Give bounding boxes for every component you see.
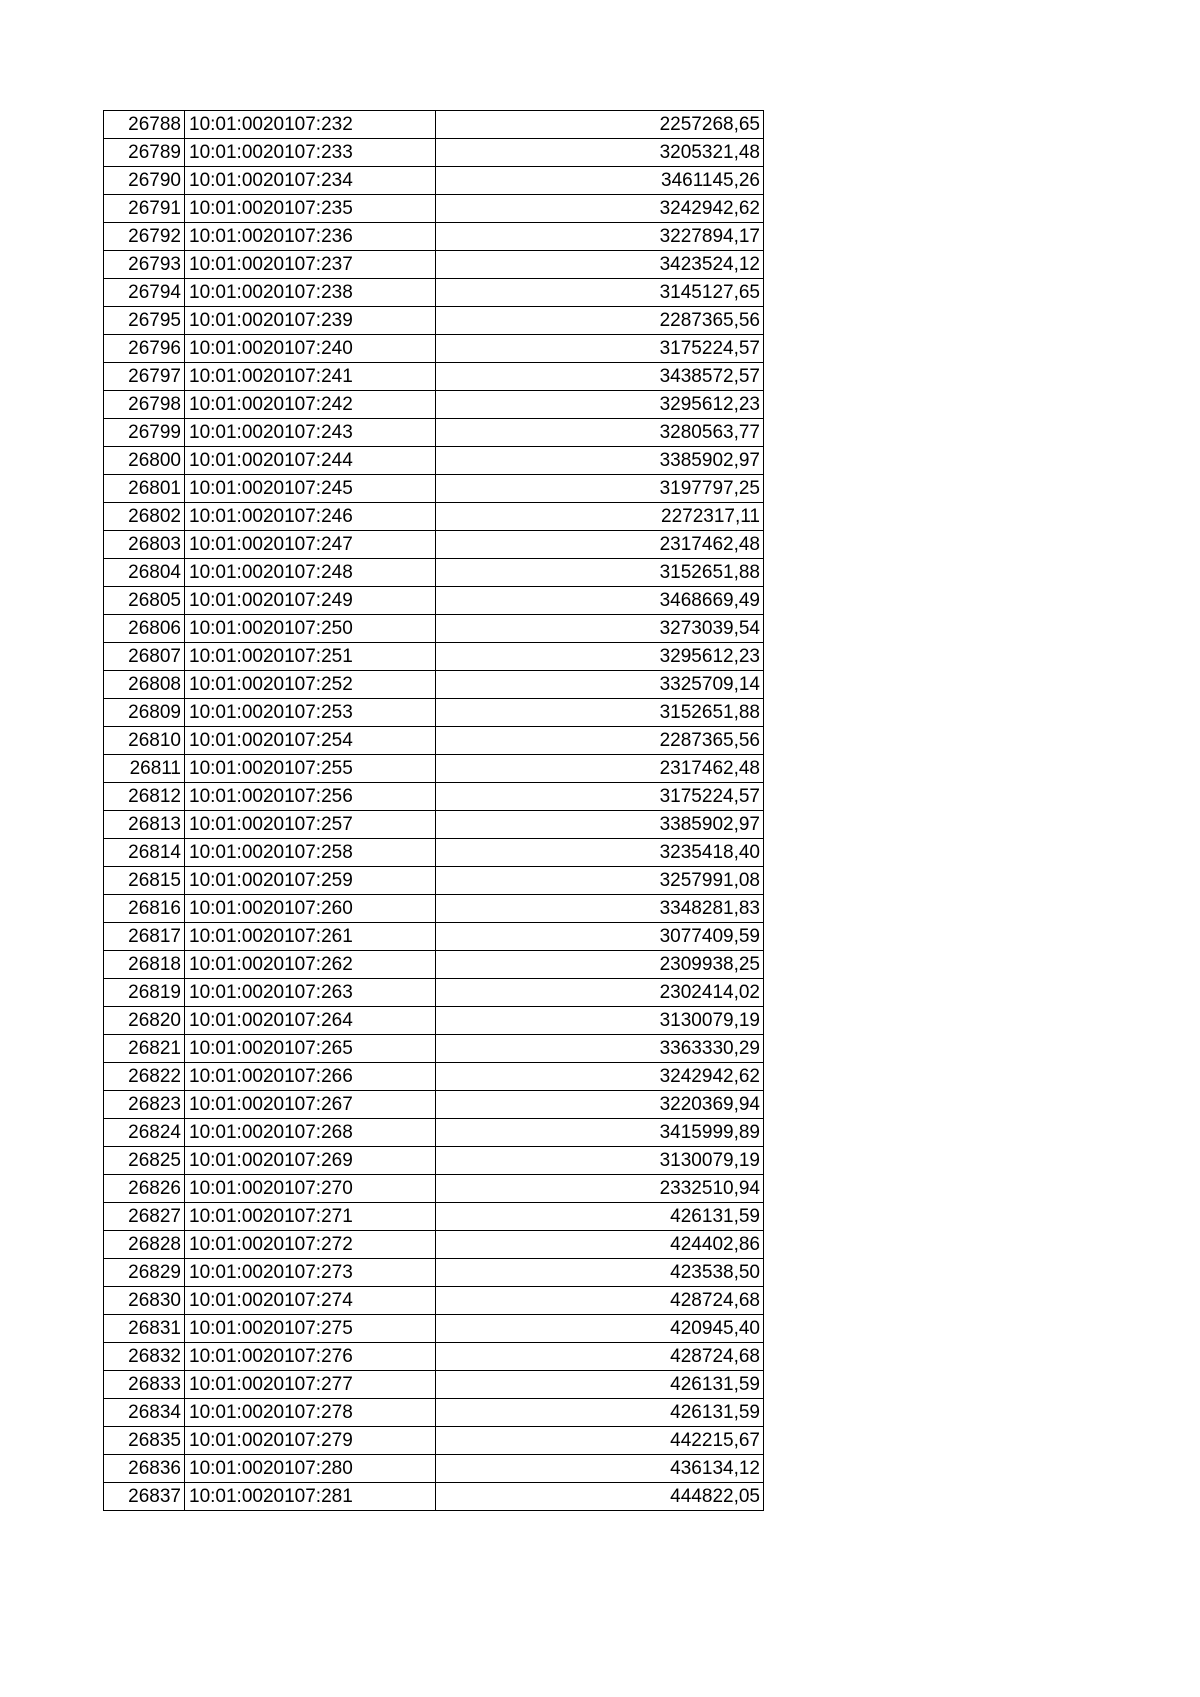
cadastral-number-cell: 10:01:0020107:252 — [185, 671, 436, 699]
cadastral-number-cell: 10:01:0020107:240 — [185, 335, 436, 363]
row-number-cell: 26806 — [104, 615, 185, 643]
cadastral-number-cell: 10:01:0020107:237 — [185, 251, 436, 279]
table-row — [104, 419, 764, 447]
table-row — [104, 1287, 764, 1315]
row-number-cell: 26824 — [104, 1119, 185, 1147]
cadastral-number-cell: 10:01:0020107:241 — [185, 363, 436, 391]
row-number-cell: 26792 — [104, 223, 185, 251]
value-cell: 3257991,08 — [436, 867, 764, 895]
cadastral-number-cell: 10:01:0020107:271 — [185, 1203, 436, 1231]
row-number-cell: 26788 — [104, 111, 185, 139]
cadastral-number-cell: 10:01:0020107:281 — [185, 1483, 436, 1511]
value-cell: 2317462,48 — [436, 755, 764, 783]
value-cell: 424402,86 — [436, 1231, 764, 1259]
table-row — [104, 867, 764, 895]
cadastral-number-cell: 10:01:0020107:270 — [185, 1175, 436, 1203]
row-number-cell: 26825 — [104, 1147, 185, 1175]
cadastral-number-cell: 10:01:0020107:258 — [185, 839, 436, 867]
value-cell: 426131,59 — [436, 1399, 764, 1427]
table-row — [104, 503, 764, 531]
cadastral-number-cell: 10:01:0020107:247 — [185, 531, 436, 559]
cadastral-number-cell: 10:01:0020107:264 — [185, 1007, 436, 1035]
cadastral-number-cell: 10:01:0020107:277 — [185, 1371, 436, 1399]
table-row — [104, 139, 764, 167]
cadastral-number-cell: 10:01:0020107:243 — [185, 419, 436, 447]
value-cell: 3295612,23 — [436, 643, 764, 671]
table-row — [104, 1175, 764, 1203]
row-number-cell: 26817 — [104, 923, 185, 951]
row-number-cell: 26834 — [104, 1399, 185, 1427]
row-number-cell: 26809 — [104, 699, 185, 727]
value-cell: 3242942,62 — [436, 195, 764, 223]
table-row — [104, 1399, 764, 1427]
value-cell: 3438572,57 — [436, 363, 764, 391]
table-row — [104, 839, 764, 867]
cadastral-number-cell: 10:01:0020107:239 — [185, 307, 436, 335]
cadastral-number-cell: 10:01:0020107:232 — [185, 111, 436, 139]
row-number-cell: 26795 — [104, 307, 185, 335]
row-number-cell: 26831 — [104, 1315, 185, 1343]
cadastral-number-cell: 10:01:0020107:278 — [185, 1399, 436, 1427]
table-row — [104, 475, 764, 503]
cadastral-number-cell: 10:01:0020107:246 — [185, 503, 436, 531]
row-number-cell: 26820 — [104, 1007, 185, 1035]
cadastral-number-cell: 10:01:0020107:268 — [185, 1119, 436, 1147]
row-number-cell: 26832 — [104, 1343, 185, 1371]
row-number-cell: 26797 — [104, 363, 185, 391]
cadastral-number-cell: 10:01:0020107:275 — [185, 1315, 436, 1343]
table-row — [104, 307, 764, 335]
table-row — [104, 1035, 764, 1063]
cadastral-number-cell: 10:01:0020107:251 — [185, 643, 436, 671]
table-row — [104, 111, 764, 139]
table-row — [104, 1343, 764, 1371]
value-cell: 3077409,59 — [436, 923, 764, 951]
cadastral-number-cell: 10:01:0020107:236 — [185, 223, 436, 251]
row-number-cell: 26829 — [104, 1259, 185, 1287]
row-number-cell: 26826 — [104, 1175, 185, 1203]
value-cell: 423538,50 — [436, 1259, 764, 1287]
table-row — [104, 167, 764, 195]
value-cell: 2317462,48 — [436, 531, 764, 559]
value-cell: 2302414,02 — [436, 979, 764, 1007]
value-cell: 3175224,57 — [436, 783, 764, 811]
value-cell: 2309938,25 — [436, 951, 764, 979]
table-row — [104, 923, 764, 951]
row-number-cell: 26800 — [104, 447, 185, 475]
table-row — [104, 979, 764, 1007]
cadastral-number-cell: 10:01:0020107:234 — [185, 167, 436, 195]
cadastral-number-cell: 10:01:0020107:261 — [185, 923, 436, 951]
value-cell: 436134,12 — [436, 1455, 764, 1483]
table-row — [104, 699, 764, 727]
row-number-cell: 26818 — [104, 951, 185, 979]
table-row — [104, 195, 764, 223]
cadastral-number-cell: 10:01:0020107:280 — [185, 1455, 436, 1483]
table-row — [104, 615, 764, 643]
cadastral-number-cell: 10:01:0020107:263 — [185, 979, 436, 1007]
row-number-cell: 26811 — [104, 755, 185, 783]
cadastral-number-cell: 10:01:0020107:248 — [185, 559, 436, 587]
cadastral-number-cell: 10:01:0020107:235 — [185, 195, 436, 223]
value-cell: 3385902,97 — [436, 811, 764, 839]
row-number-cell: 26837 — [104, 1483, 185, 1511]
row-number-cell: 26796 — [104, 335, 185, 363]
cadastral-number-cell: 10:01:0020107:238 — [185, 279, 436, 307]
row-number-cell: 26793 — [104, 251, 185, 279]
row-number-cell: 26836 — [104, 1455, 185, 1483]
table-row — [104, 1091, 764, 1119]
table-row — [104, 895, 764, 923]
cadastral-number-cell: 10:01:0020107:274 — [185, 1287, 436, 1315]
row-number-cell: 26798 — [104, 391, 185, 419]
value-cell: 3175224,57 — [436, 335, 764, 363]
row-number-cell: 26807 — [104, 643, 185, 671]
value-cell: 426131,59 — [436, 1203, 764, 1231]
value-cell: 3348281,83 — [436, 895, 764, 923]
value-cell: 444822,05 — [436, 1483, 764, 1511]
value-cell: 2287365,56 — [436, 307, 764, 335]
value-cell: 2332510,94 — [436, 1175, 764, 1203]
value-cell: 420945,40 — [436, 1315, 764, 1343]
table-row — [104, 1371, 764, 1399]
row-number-cell: 26819 — [104, 979, 185, 1007]
row-number-cell: 26813 — [104, 811, 185, 839]
cadastral-number-cell: 10:01:0020107:279 — [185, 1427, 436, 1455]
row-number-cell: 26799 — [104, 419, 185, 447]
cadastral-number-cell: 10:01:0020107:255 — [185, 755, 436, 783]
table-row — [104, 559, 764, 587]
table-row — [104, 755, 764, 783]
table-row — [104, 727, 764, 755]
table-row — [104, 1147, 764, 1175]
value-cell: 3468669,49 — [436, 587, 764, 615]
cadastral-number-cell: 10:01:0020107:272 — [185, 1231, 436, 1259]
table-row — [104, 223, 764, 251]
row-number-cell: 26789 — [104, 139, 185, 167]
value-cell: 3130079,19 — [436, 1007, 764, 1035]
row-number-cell: 26805 — [104, 587, 185, 615]
value-cell: 2272317,11 — [436, 503, 764, 531]
table-body — [104, 111, 764, 1511]
table-row — [104, 1483, 764, 1511]
row-number-cell: 26821 — [104, 1035, 185, 1063]
value-cell: 2287365,56 — [436, 727, 764, 755]
row-number-cell: 26828 — [104, 1231, 185, 1259]
value-cell: 3130079,19 — [436, 1147, 764, 1175]
cadastral-number-cell: 10:01:0020107:276 — [185, 1343, 436, 1371]
value-cell: 3273039,54 — [436, 615, 764, 643]
row-number-cell: 26815 — [104, 867, 185, 895]
data-table — [103, 110, 764, 1511]
cadastral-number-cell: 10:01:0020107:242 — [185, 391, 436, 419]
cadastral-number-cell: 10:01:0020107:256 — [185, 783, 436, 811]
value-cell: 428724,68 — [436, 1343, 764, 1371]
cadastral-number-cell: 10:01:0020107:245 — [185, 475, 436, 503]
row-number-cell: 26803 — [104, 531, 185, 559]
value-cell: 3415999,89 — [436, 1119, 764, 1147]
value-cell: 3363330,29 — [436, 1035, 764, 1063]
table-row — [104, 1259, 764, 1287]
row-number-cell: 26808 — [104, 671, 185, 699]
value-cell: 3152651,88 — [436, 699, 764, 727]
value-cell: 3220369,94 — [436, 1091, 764, 1119]
row-number-cell: 26835 — [104, 1427, 185, 1455]
table-row — [104, 587, 764, 615]
cadastral-number-cell: 10:01:0020107:260 — [185, 895, 436, 923]
row-number-cell: 26827 — [104, 1203, 185, 1231]
cadastral-number-cell: 10:01:0020107:262 — [185, 951, 436, 979]
table-row — [104, 811, 764, 839]
value-cell: 428724,68 — [436, 1287, 764, 1315]
cadastral-number-cell: 10:01:0020107:259 — [185, 867, 436, 895]
table-row — [104, 279, 764, 307]
table-row — [104, 251, 764, 279]
value-cell: 3152651,88 — [436, 559, 764, 587]
table-row — [104, 1063, 764, 1091]
row-number-cell: 26801 — [104, 475, 185, 503]
table-row — [104, 643, 764, 671]
row-number-cell: 26823 — [104, 1091, 185, 1119]
value-cell: 442215,67 — [436, 1427, 764, 1455]
table-row — [104, 363, 764, 391]
table-row — [104, 1007, 764, 1035]
cadastral-number-cell: 10:01:0020107:273 — [185, 1259, 436, 1287]
value-cell: 3461145,26 — [436, 167, 764, 195]
value-cell: 3280563,77 — [436, 419, 764, 447]
value-cell: 3145127,65 — [436, 279, 764, 307]
row-number-cell: 26802 — [104, 503, 185, 531]
cadastral-number-cell: 10:01:0020107:250 — [185, 615, 436, 643]
row-number-cell: 26816 — [104, 895, 185, 923]
table-row — [104, 951, 764, 979]
table-row — [104, 335, 764, 363]
cadastral-number-cell: 10:01:0020107:254 — [185, 727, 436, 755]
table-row — [104, 531, 764, 559]
table-row — [104, 391, 764, 419]
cadastral-number-cell: 10:01:0020107:244 — [185, 447, 436, 475]
row-number-cell: 26830 — [104, 1287, 185, 1315]
cadastral-number-cell: 10:01:0020107:267 — [185, 1091, 436, 1119]
cadastral-number-cell: 10:01:0020107:257 — [185, 811, 436, 839]
value-cell: 3325709,14 — [436, 671, 764, 699]
cadastral-number-cell: 10:01:0020107:269 — [185, 1147, 436, 1175]
row-number-cell: 26791 — [104, 195, 185, 223]
row-number-cell: 26822 — [104, 1063, 185, 1091]
table-row — [104, 783, 764, 811]
value-cell: 2257268,65 — [436, 111, 764, 139]
row-number-cell: 26790 — [104, 167, 185, 195]
value-cell: 3423524,12 — [436, 251, 764, 279]
row-number-cell: 26810 — [104, 727, 185, 755]
value-cell: 3197797,25 — [436, 475, 764, 503]
cadastral-number-cell: 10:01:0020107:233 — [185, 139, 436, 167]
row-number-cell: 26833 — [104, 1371, 185, 1399]
table-row — [104, 1315, 764, 1343]
value-cell: 3295612,23 — [436, 391, 764, 419]
table-row — [104, 1427, 764, 1455]
table-row — [104, 1455, 764, 1483]
table-row — [104, 1119, 764, 1147]
row-number-cell: 26814 — [104, 839, 185, 867]
value-cell: 3385902,97 — [436, 447, 764, 475]
cadastral-number-cell: 10:01:0020107:253 — [185, 699, 436, 727]
table-row — [104, 671, 764, 699]
value-cell: 3205321,48 — [436, 139, 764, 167]
cadastral-number-cell: 10:01:0020107:265 — [185, 1035, 436, 1063]
row-number-cell: 26804 — [104, 559, 185, 587]
value-cell: 3242942,62 — [436, 1063, 764, 1091]
value-cell: 426131,59 — [436, 1371, 764, 1399]
table-row — [104, 1203, 764, 1231]
table-row — [104, 447, 764, 475]
table-row — [104, 1231, 764, 1259]
value-cell: 3235418,40 — [436, 839, 764, 867]
value-cell: 3227894,17 — [436, 223, 764, 251]
row-number-cell: 26794 — [104, 279, 185, 307]
row-number-cell: 26812 — [104, 783, 185, 811]
cadastral-number-cell: 10:01:0020107:266 — [185, 1063, 436, 1091]
cadastral-number-cell: 10:01:0020107:249 — [185, 587, 436, 615]
